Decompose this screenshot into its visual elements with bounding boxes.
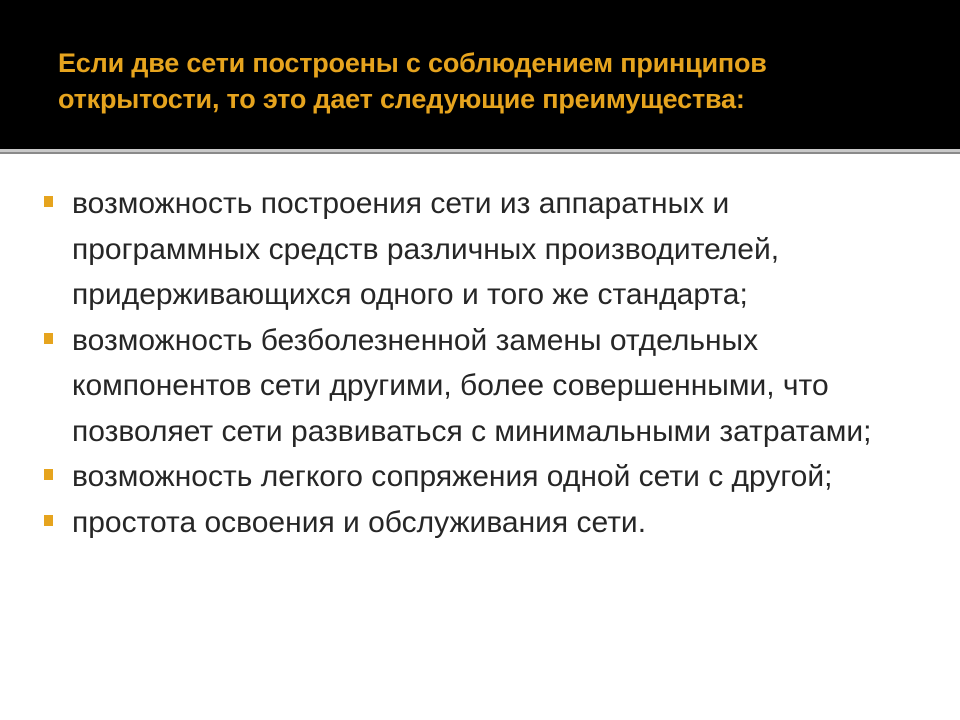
slide-title: Если две сети построены с соблюдением принципов открытости, то это дает следующие преимущества: — [58, 48, 767, 114]
bullet-text: простота освоения и обслуживания сети. — [72, 505, 647, 539]
title-band — [0, 0, 960, 149]
bullet-text: возможность легкого сопряжения одной сети с другой; — [72, 460, 833, 493]
title-divider-dark — [0, 152, 960, 154]
bullet-item-network-interfacing — [44, 454, 924, 500]
square-bullet-icon — [44, 196, 53, 207]
bullet-item-hardware-software — [44, 181, 924, 318]
bullet-list — [44, 181, 924, 545]
square-bullet-icon — [44, 333, 53, 344]
bullet-text: возможность построения сети из аппаратных и программных средств различных производителей, придерживающихся одного и того же стандарта; — [72, 187, 780, 311]
square-bullet-icon — [44, 515, 53, 526]
bullet-item-simple-maintenance — [44, 500, 924, 546]
bullet-text: возможность безболезненной замены отдельных компонентов сети другими, более совершенными, что позволяет сети развиваться с минимальными затратами; — [72, 323, 872, 448]
square-bullet-icon — [44, 469, 53, 480]
bullet-item-component-replacement — [44, 318, 924, 455]
